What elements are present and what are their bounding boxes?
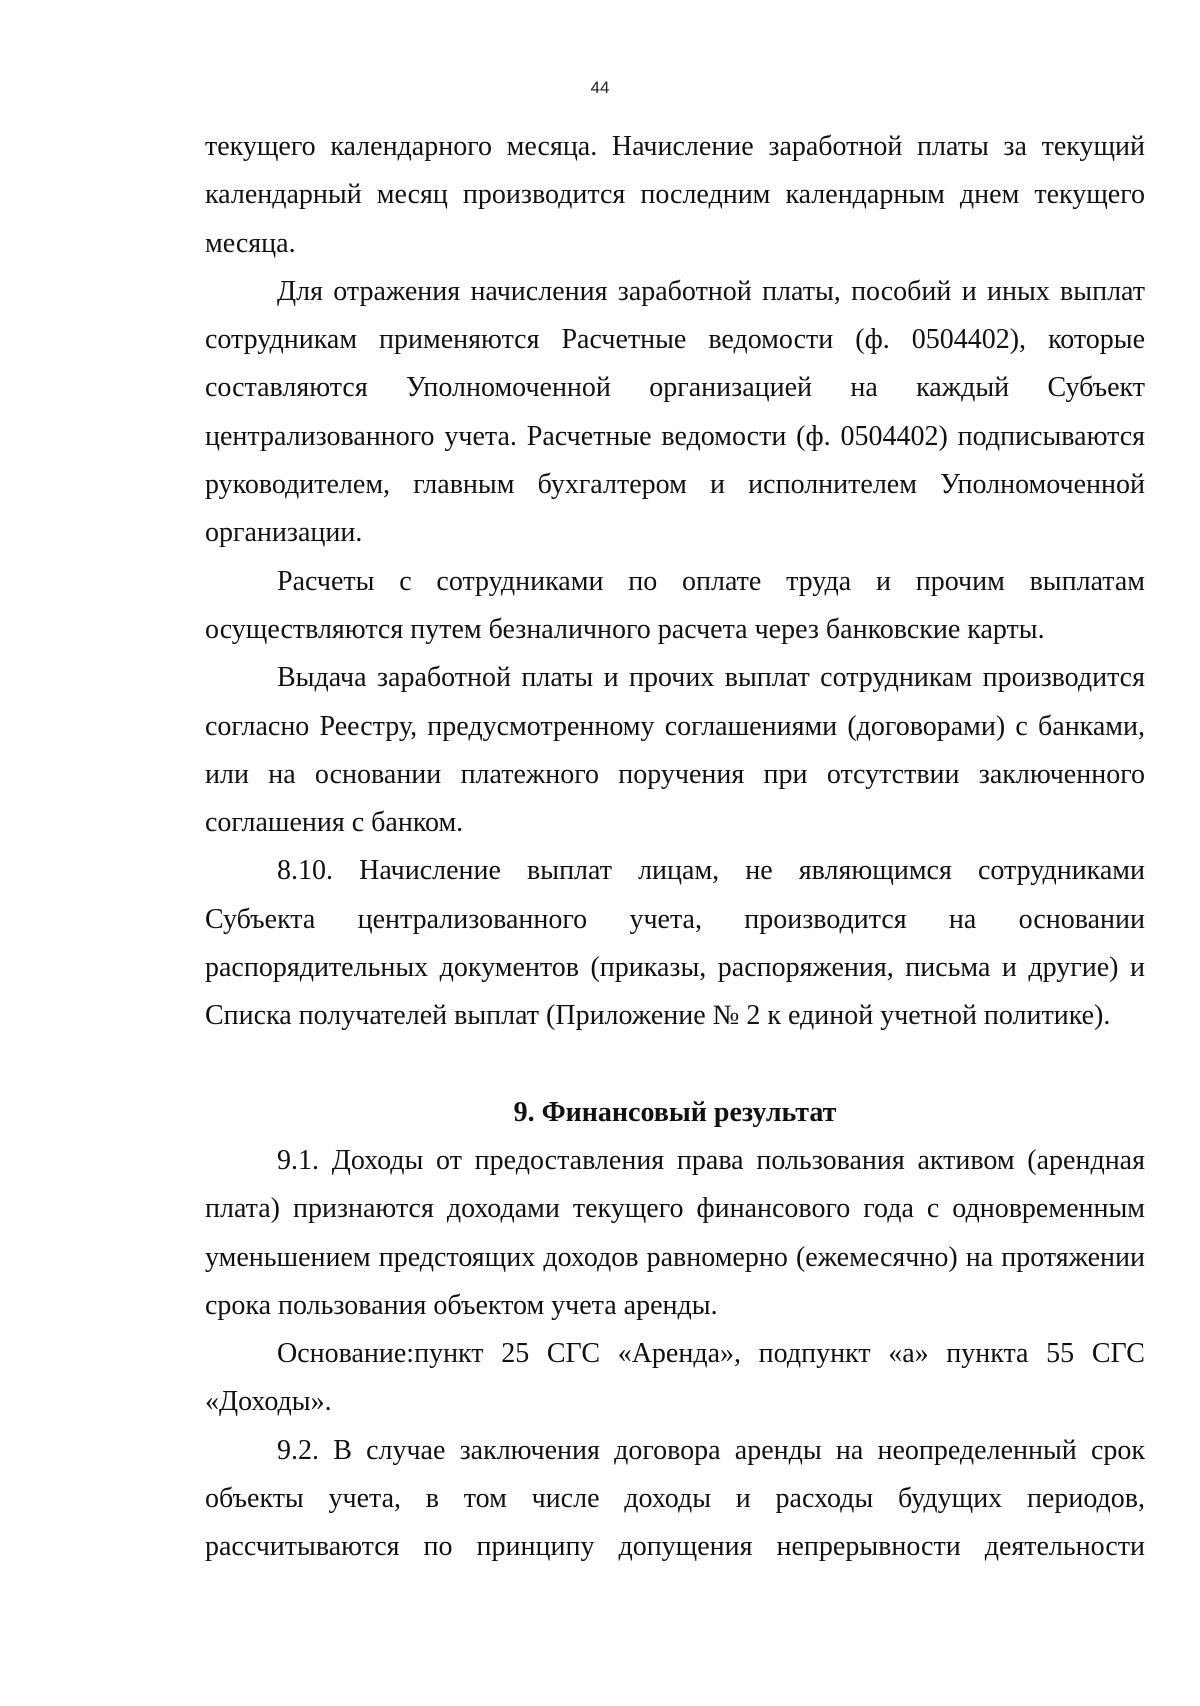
- paragraph-salary-payment: Выдача заработной платы и прочих выплат сотрудникам производится согласно Реестру, предусмотренному соглашениями (договорами) с банками, или на основании платежного поручения при отсутствии заключенного соглашения с банком.: [205, 662, 1145, 839]
- document-body: [205, 123, 1145, 1572]
- paragraph-month-accrual: текущего календарного месяца. Начисление заработной платы за текущий календарный месяц производится последним календарным днем текущего месяца.: [205, 131, 1145, 259]
- paragraph-9-1: 9.1. Доходы от предоставления права пользования активом (арендная плата) признаются доходами текущего финансового года с одновременным уменьшением предстоящих доходов равномерно (ежемесячно) на протяжении срока пользования объектом учета аренды.: [205, 1144, 1145, 1321]
- paragraph-payroll-statements: Для отражения начисления заработной платы, пособий и иных выплат сотрудникам применяются Расчетные ведомости (ф. 0504402), которые составляются Уполномоченной организацией на каждый Субъект централизованного учета. Расчетные ведомости (ф. 0504402) подписываются руководителем, главным бухгалтером и исполнителем Уполномоченной организации.: [205, 275, 1145, 549]
- paragraph-8-10: 8.10. Начисление выплат лицам, не являющимся сотрудниками Субъекта централизованного учета, производится на основании распорядительных документов (приказы, распоряжения, письма и другие) и Списка получателей выплат (Приложение № 2 к единой учетной политике).: [205, 855, 1145, 1032]
- page-number: 44: [590, 78, 610, 97]
- paragraph-9-2: 9.2. В случае заключения договора аренды на неопределенный срок объекты учета, в том числе доходы и расходы будущих периодов, рассчитываются по принципу допущения непрерывности деятельности: [205, 1434, 1145, 1563]
- paragraph-basis: Основание:пункт 25 СГС «Аренда», подпункт «а» пункта 55 СГС «Доходы».: [205, 1338, 1145, 1418]
- paragraph-settlements: Расчеты с сотрудниками по оплате труда и прочим выплатам осуществляются путем безналичного расчета через банковские карты.: [205, 565, 1145, 645]
- section-heading-financial-result: 9. Финансовый результат: [513, 1096, 837, 1128]
